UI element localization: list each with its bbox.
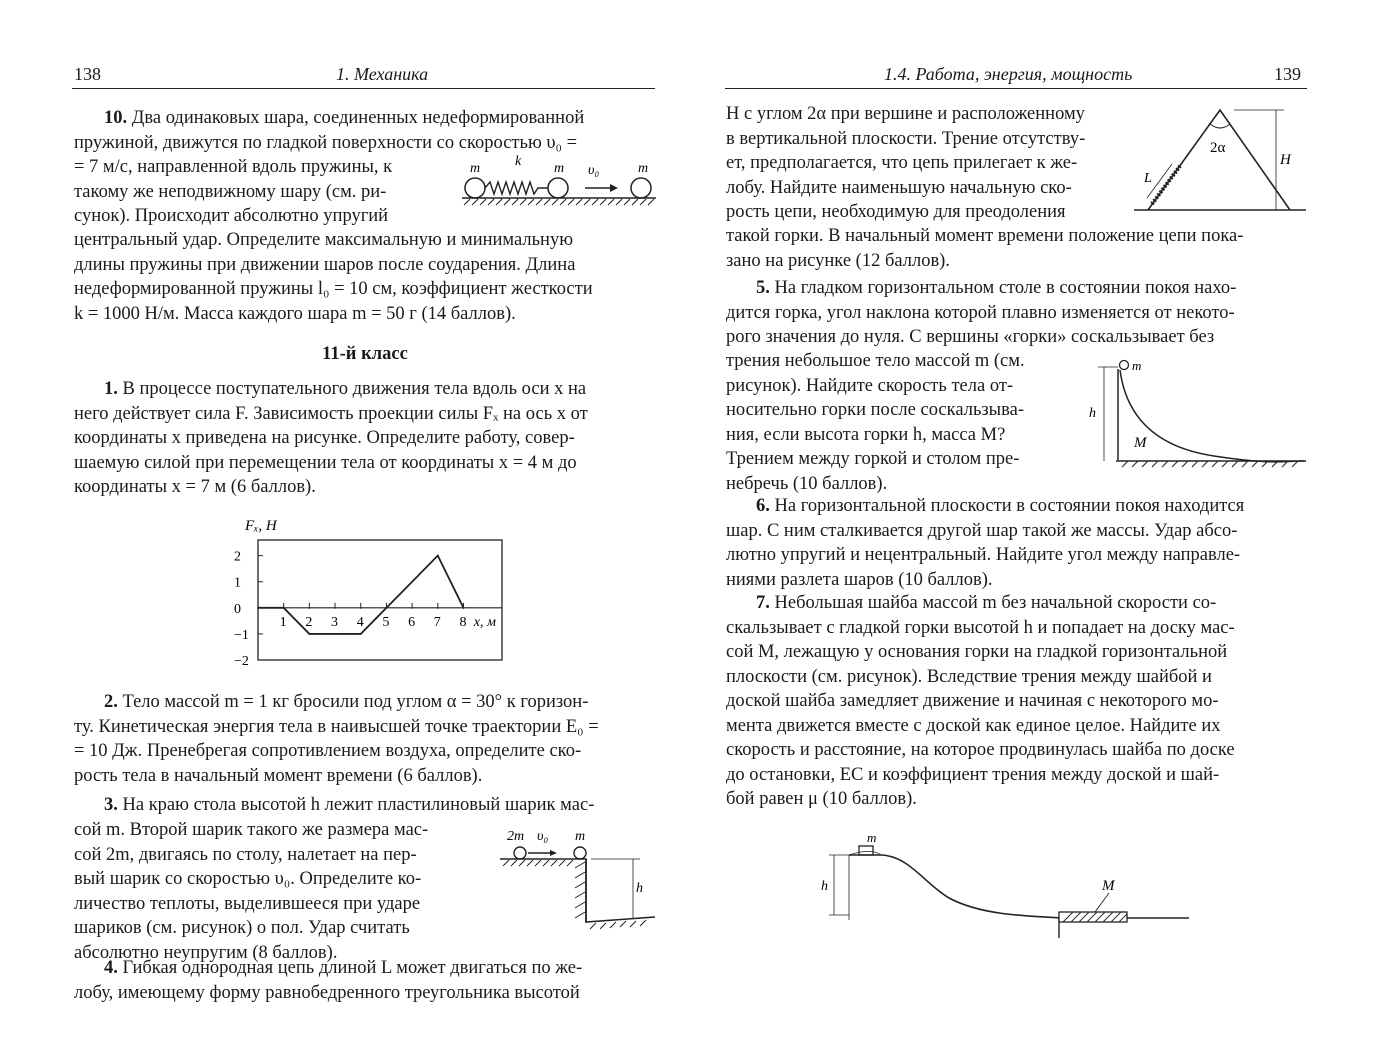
figure-label: h <box>1089 406 1096 421</box>
figure-label: 2α <box>1210 140 1226 156</box>
problem-number: 7. <box>756 593 770 613</box>
data-point <box>257 607 259 609</box>
figure-label: υ₀ <box>537 829 549 844</box>
data-point <box>463 607 465 609</box>
text-line: рость тела в начальный момент времени (6 баллов). <box>74 765 483 786</box>
plot-frame <box>258 540 502 660</box>
text-line: сунок). Происходит абсолютно упругий <box>74 206 389 226</box>
figure-label: 2m <box>507 829 525 844</box>
x-tick-label: 8 <box>459 614 467 630</box>
force-chart <box>225 510 515 670</box>
figure-label: h <box>636 881 643 896</box>
text-line: ниями разлета шаров (10 баллов). <box>726 569 993 590</box>
text-line: в вертикальной плоскости. Трение отсутству- <box>726 128 1086 149</box>
y-axis-label: Fₓ, Н <box>245 518 277 534</box>
page-number: 139 <box>1274 64 1301 84</box>
text-line: Два одинаковых шара, соединенных недеформированной <box>131 108 585 128</box>
x-tick-label: 2 <box>305 614 313 630</box>
text-line: На гладком горизонтальном столе в состоянии покоя нахо- <box>774 278 1237 298</box>
problem-number: 10. <box>104 108 128 128</box>
text-line: = 10 Дж. Пренебрегая сопротивлением воздуха, определите ско- <box>74 741 582 761</box>
figure-label: m <box>470 161 481 176</box>
figure-label: m <box>867 830 877 845</box>
problem-4 <box>74 956 656 1005</box>
x-tick-label: 3 <box>331 614 339 630</box>
text-line: зано на рисунке (12 баллов). <box>726 250 950 271</box>
problem-3-wrapped <box>74 818 474 965</box>
figure-label: m <box>575 829 586 844</box>
text-line: Тело массой m = 1 кг бросили под углом α = 30° к горизон- <box>122 692 589 712</box>
problem-4-end <box>726 224 1308 273</box>
problem-1 <box>74 377 656 500</box>
text-line: скальзывает с гладкой горки высотой h и попадает на доску мас- <box>726 617 1235 638</box>
problem-number: 3. <box>104 795 118 815</box>
text-line: сой m. Второй шарик такого же размера мас- <box>74 820 429 840</box>
problem-10-end <box>74 228 656 326</box>
text-line: рость цепи, необходимую для преодоления <box>726 202 1066 222</box>
page-number: 138 <box>74 64 101 84</box>
section-title: 11-й класс <box>322 344 408 364</box>
problem-10-wrapped <box>74 155 449 229</box>
text-line: такой горки. В начальный момент времени положение цепи пока- <box>726 226 1244 246</box>
problem-7 <box>726 591 1308 812</box>
y-tick-label: −2 <box>234 654 249 669</box>
data-point <box>437 555 439 557</box>
text-line: такому же неподвижному шару (см. ри- <box>74 181 387 202</box>
text-line: бой равен μ (10 баллов). <box>726 789 917 809</box>
data-point <box>386 607 388 609</box>
x-tick-label: 1 <box>279 614 287 630</box>
text-line: небречь (10 баллов). <box>726 473 888 494</box>
problem-5-wrapped <box>726 349 1066 496</box>
figure-label: M <box>1134 435 1147 451</box>
text-line: ния, если высота горки h, масса M? <box>726 424 1006 445</box>
text-line: лобу. Найдите наименьшую начальную ско- <box>726 177 1072 198</box>
y-tick-label: 2 <box>234 549 241 565</box>
text-line: трения небольшое тело массой m (см. <box>726 351 1025 371</box>
text-line: рисунок). Найдите скорость тела от- <box>726 375 1014 396</box>
text-line: доской шайба замедляет движение и начиная с некоторого мо- <box>726 691 1219 711</box>
data-point <box>360 633 362 635</box>
text-line: личество теплоты, выделившееся при ударе <box>74 893 421 914</box>
y-tick-label: 1 <box>234 575 241 591</box>
problem-number: 1. <box>104 379 118 399</box>
problem-3 <box>74 793 656 818</box>
figure-label: H <box>1280 152 1291 168</box>
problem-10 <box>74 106 656 155</box>
text-line: ту. Кинетическая энергия тела в наивысшей точке траектории E₀ = <box>74 716 599 737</box>
text-line: k = 1000 Н/м. Масса каждого шара m = 50 г (14 баллов). <box>74 303 516 324</box>
text-line: сой M, лежащую у основания горки на гладкой горизонтальной <box>726 642 1228 662</box>
problem-number: 4. <box>104 958 118 978</box>
text-line: центральный удар. Определите максимальную и минимальную <box>74 230 574 250</box>
text-line: абсолютно неупругим (8 баллов). <box>74 942 338 963</box>
figure-label: m <box>638 161 649 176</box>
data-point <box>283 607 285 609</box>
problem-2 <box>74 690 656 788</box>
text-line: него действует сила F. Зависимость проекции силы Fₓ на ось x от <box>74 403 588 424</box>
text-line: дится горка, угол наклона которой плавно изменяется от некото- <box>726 302 1235 323</box>
problem-5 <box>726 276 1308 350</box>
text-line: сой 2m, двигаясь по столу, налетает на пер- <box>74 844 417 865</box>
header-rule <box>72 88 655 89</box>
text-line: = 7 м/с, направленной вдоль пружины, к <box>74 157 393 177</box>
running-header: 1.4. Работа, энергия, мощность <box>884 64 1133 84</box>
figure-label: L <box>1144 171 1152 186</box>
triangle-chute-figure <box>1134 102 1309 222</box>
figure-label: k <box>515 154 522 169</box>
text-line: скорость и расстояние, на которое продвинулась шайба по доске <box>726 740 1235 760</box>
x-tick-label: 7 <box>433 614 441 630</box>
figure-label: M <box>1102 878 1115 894</box>
text-line: мента движется вместе с доской как единое целое. Найдите их <box>726 715 1221 736</box>
text-line: Трением между горкой и столом пре- <box>726 449 1020 469</box>
text-line: пружиной, движутся по гладкой поверхности со скоростью υ₀ = <box>74 132 578 153</box>
text-line: длины пружины при движении шаров после соударения. Длина <box>74 254 576 275</box>
x-axis-label: x, м <box>473 614 496 630</box>
figure-label: m <box>1132 358 1142 373</box>
x-tick-label: 5 <box>382 614 390 630</box>
figure-label: υ₀ <box>588 163 600 178</box>
text-line: шаемую силой при перемещении тела от координаты x = 4 м до <box>74 452 577 473</box>
x-tick-label: 4 <box>356 614 364 630</box>
text-line: На горизонтальной плоскости в состоянии покоя находится <box>774 496 1245 516</box>
text-line: до остановки, ЕС и коэффициент трения между доской и шай- <box>726 764 1220 785</box>
right-page <box>689 0 1378 1045</box>
text-line: H с углом 2α при вершине и расположенному <box>726 104 1085 124</box>
text-line: шариков (см. рисунок) о пол. Удар считать <box>74 918 410 938</box>
text-line: координаты x = 7 м (6 баллов). <box>74 477 316 497</box>
text-line: ет, предполагается, что цепь прилегает к же- <box>726 153 1078 173</box>
text-line: лобу, имеющему форму равнобедренного треугольника высотой <box>74 982 580 1003</box>
table-edge-figure <box>495 822 660 937</box>
text-line: рого значения до нуля. С вершины «горки» соскальзывает без <box>726 327 1215 347</box>
smooth-hill-figure <box>1084 355 1309 470</box>
problem-number: 5. <box>756 278 770 298</box>
x-tick-label: 6 <box>408 614 416 630</box>
text-line: недеформированной пружины l₀ = 10 см, коэффициент жесткости <box>74 279 593 299</box>
text-line: Небольшая шайба массой m без начальной скорости со- <box>774 593 1217 613</box>
problem-number: 2. <box>104 692 118 712</box>
text-line: плоскости (см. рисунок). Вследствие трения между шайбой и <box>726 666 1212 687</box>
text-line: Гибкая однородная цепь длиной L может двигаться по же- <box>122 958 583 978</box>
text-line: координаты x приведена на рисунке. Определите работу, совер- <box>74 428 575 448</box>
running-header: 1. Механика <box>336 64 429 84</box>
header-rule <box>725 88 1307 89</box>
figure-label: h <box>821 879 828 894</box>
y-tick-label: 0 <box>234 601 241 617</box>
text-line: вый шарик со скоростью υ₀. Определите ко- <box>74 869 422 889</box>
figure-label: m <box>554 161 565 176</box>
problem-4-continued <box>726 102 1122 225</box>
problem-6 <box>726 494 1308 592</box>
text-line: носительно горки после соскальзыва- <box>726 400 1024 420</box>
spring-balls-figure <box>460 150 660 216</box>
data-point <box>308 633 310 635</box>
text-line: лютно упругий и нецентральный. Найдите угол между направле- <box>726 545 1241 565</box>
text-line: В процессе поступательного движения тела вдоль оси x на <box>122 379 587 399</box>
problem-number: 6. <box>756 496 770 516</box>
text-line: шар. С ним сталкивается другой шар такой же массы. Удар абсо- <box>726 520 1238 541</box>
text-line: На краю стола высотой h лежит пластилиновый шарик мас- <box>122 795 595 815</box>
y-tick-label: −1 <box>234 627 249 643</box>
hill-board-figure <box>819 828 1199 943</box>
